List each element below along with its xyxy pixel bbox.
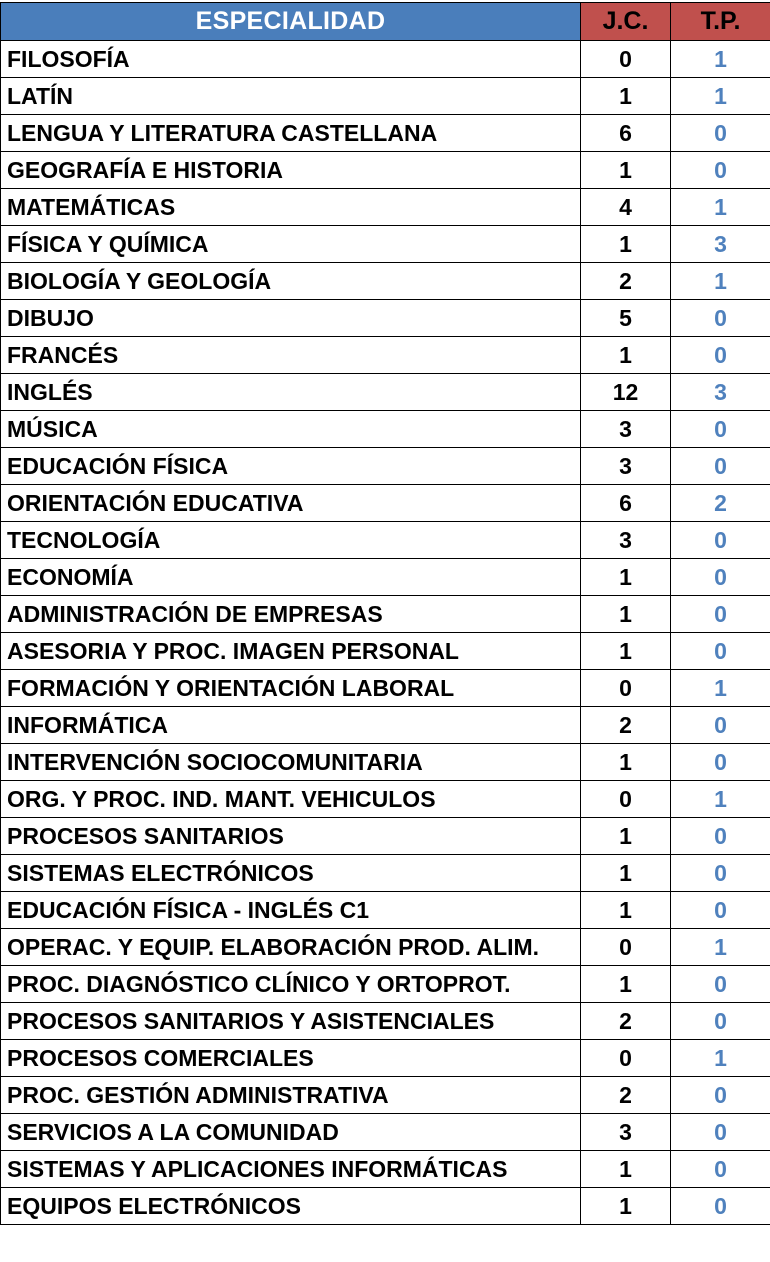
- jc-cell[interactable]: 2: [581, 1077, 671, 1114]
- especialidad-cell[interactable]: FILOSOFÍA: [1, 41, 581, 78]
- jc-cell[interactable]: 1: [581, 559, 671, 596]
- tp-cell[interactable]: 1: [671, 929, 770, 966]
- especialidad-cell[interactable]: PROCESOS SANITARIOS: [1, 818, 581, 855]
- tp-cell[interactable]: 0: [671, 559, 770, 596]
- especialidad-cell[interactable]: TECNOLOGÍA: [1, 522, 581, 559]
- tp-cell[interactable]: 0: [671, 1114, 770, 1151]
- tp-cell[interactable]: 1: [671, 189, 770, 226]
- table-row: [1, 670, 770, 707]
- especialidad-cell[interactable]: ECONOMÍA: [1, 559, 581, 596]
- table-row: [1, 41, 770, 78]
- jc-cell[interactable]: 3: [581, 522, 671, 559]
- table-row: [1, 78, 770, 115]
- jc-cell[interactable]: 3: [581, 1114, 671, 1151]
- tp-cell[interactable]: 1: [671, 263, 770, 300]
- jc-cell[interactable]: 0: [581, 929, 671, 966]
- jc-cell[interactable]: 6: [581, 115, 671, 152]
- especialidad-cell[interactable]: LATÍN: [1, 78, 581, 115]
- tp-cell[interactable]: 0: [671, 1188, 770, 1225]
- table-row: [1, 522, 770, 559]
- tp-cell[interactable]: 0: [671, 337, 770, 374]
- especialidad-cell[interactable]: OPERAC. Y EQUIP. ELABORACIÓN PROD. ALIM.: [1, 929, 581, 966]
- tp-cell[interactable]: 3: [671, 226, 770, 263]
- tp-cell[interactable]: 1: [671, 78, 770, 115]
- jc-cell[interactable]: 0: [581, 41, 671, 78]
- table-row: [1, 300, 770, 337]
- tp-cell[interactable]: 0: [671, 115, 770, 152]
- jc-cell[interactable]: 0: [581, 781, 671, 818]
- jc-cell[interactable]: 2: [581, 1003, 671, 1040]
- table-row: [1, 818, 770, 855]
- jc-cell[interactable]: 3: [581, 411, 671, 448]
- tp-cell[interactable]: 0: [671, 1151, 770, 1188]
- table-row: [1, 189, 770, 226]
- jc-cell[interactable]: 2: [581, 707, 671, 744]
- jc-cell[interactable]: 1: [581, 78, 671, 115]
- especialidad-cell[interactable]: ASESORIA Y PROC. IMAGEN PERSONAL: [1, 633, 581, 670]
- especialidad-cell[interactable]: BIOLOGÍA Y GEOLOGÍA: [1, 263, 581, 300]
- tp-cell[interactable]: 0: [671, 1003, 770, 1040]
- table-row: [1, 1003, 770, 1040]
- especialidad-cell[interactable]: INFORMÁTICA: [1, 707, 581, 744]
- especialidad-cell[interactable]: GEOGRAFÍA E HISTORIA: [1, 152, 581, 189]
- tp-cell[interactable]: 0: [671, 855, 770, 892]
- especialidad-cell[interactable]: EDUCACIÓN FÍSICA: [1, 448, 581, 485]
- especialidad-cell[interactable]: FÍSICA Y QUÍMICA: [1, 226, 581, 263]
- especialidad-cell[interactable]: SISTEMAS Y APLICACIONES INFORMÁTICAS: [1, 1151, 581, 1188]
- especialidad-cell[interactable]: ORIENTACIÓN EDUCATIVA: [1, 485, 581, 522]
- jc-cell[interactable]: 1: [581, 337, 671, 374]
- especialidad-cell[interactable]: SERVICIOS A LA COMUNIDAD: [1, 1114, 581, 1151]
- tp-cell[interactable]: 0: [671, 818, 770, 855]
- tp-cell[interactable]: 3: [671, 374, 770, 411]
- header-especialidad[interactable]: ESPECIALIDAD: [1, 3, 581, 41]
- table-row: [1, 263, 770, 300]
- especialidad-cell[interactable]: MATEMÁTICAS: [1, 189, 581, 226]
- jc-cell[interactable]: 1: [581, 152, 671, 189]
- table-row: [1, 707, 770, 744]
- table-row: [1, 411, 770, 448]
- jc-cell[interactable]: 4: [581, 189, 671, 226]
- table-row: [1, 115, 770, 152]
- especialidad-cell[interactable]: INTERVENCIÓN SOCIOCOMUNITARIA: [1, 744, 581, 781]
- table-row: [1, 781, 770, 818]
- table-row: [1, 1077, 770, 1114]
- header-jc[interactable]: J.C.: [581, 3, 671, 41]
- jc-cell[interactable]: 1: [581, 855, 671, 892]
- table-row: [1, 892, 770, 929]
- tp-cell[interactable]: 0: [671, 522, 770, 559]
- especialidad-cell[interactable]: PROCESOS COMERCIALES: [1, 1040, 581, 1077]
- table-row: [1, 596, 770, 633]
- table-row: [1, 152, 770, 189]
- table-row: [1, 448, 770, 485]
- jc-cell[interactable]: 0: [581, 670, 671, 707]
- table-row: [1, 855, 770, 892]
- jc-cell[interactable]: 1: [581, 966, 671, 1003]
- jc-cell[interactable]: 5: [581, 300, 671, 337]
- tp-cell[interactable]: 0: [671, 596, 770, 633]
- especialidad-cell[interactable]: PROCESOS SANITARIOS Y ASISTENCIALES: [1, 1003, 581, 1040]
- tp-cell[interactable]: 0: [671, 707, 770, 744]
- table-row: [1, 226, 770, 263]
- jc-cell[interactable]: 3: [581, 448, 671, 485]
- especialidad-cell[interactable]: SISTEMAS ELECTRÓNICOS: [1, 855, 581, 892]
- especialidad-table: [0, 2, 770, 1225]
- tp-cell[interactable]: 0: [671, 1077, 770, 1114]
- table-row: [1, 1188, 770, 1225]
- tp-cell[interactable]: 0: [671, 411, 770, 448]
- jc-cell[interactable]: 1: [581, 1188, 671, 1225]
- header-row: [1, 3, 770, 41]
- table-row: [1, 1114, 770, 1151]
- table-row: [1, 559, 770, 596]
- especialidad-cell[interactable]: EDUCACIÓN FÍSICA - INGLÉS C1: [1, 892, 581, 929]
- table-row: [1, 966, 770, 1003]
- table-row: [1, 929, 770, 966]
- table-row: [1, 374, 770, 411]
- table-row: [1, 744, 770, 781]
- especialidad-cell[interactable]: DIBUJO: [1, 300, 581, 337]
- jc-cell[interactable]: 1: [581, 226, 671, 263]
- especialidad-cell[interactable]: FORMACIÓN Y ORIENTACIÓN LABORAL: [1, 670, 581, 707]
- tp-cell[interactable]: 1: [671, 41, 770, 78]
- especialidad-cell[interactable]: INGLÉS: [1, 374, 581, 411]
- table-row: [1, 1151, 770, 1188]
- table-row: [1, 1040, 770, 1077]
- table-row: [1, 485, 770, 522]
- especialidad-cell[interactable]: ORG. Y PROC. IND. MANT. VEHICULOS: [1, 781, 581, 818]
- jc-cell[interactable]: 1: [581, 596, 671, 633]
- especialidad-cell[interactable]: ADMINISTRACIÓN DE EMPRESAS: [1, 596, 581, 633]
- especialidad-cell[interactable]: EQUIPOS ELECTRÓNICOS: [1, 1188, 581, 1225]
- jc-cell[interactable]: 1: [581, 744, 671, 781]
- jc-cell[interactable]: 2: [581, 263, 671, 300]
- jc-cell[interactable]: 1: [581, 1151, 671, 1188]
- jc-cell[interactable]: 6: [581, 485, 671, 522]
- tp-cell[interactable]: 1: [671, 1040, 770, 1077]
- especialidad-cell[interactable]: MÚSICA: [1, 411, 581, 448]
- jc-cell[interactable]: 1: [581, 892, 671, 929]
- jc-cell[interactable]: 12: [581, 374, 671, 411]
- tp-cell[interactable]: 0: [671, 744, 770, 781]
- especialidad-cell[interactable]: FRANCÉS: [1, 337, 581, 374]
- especialidad-cell[interactable]: LENGUA Y LITERATURA CASTELLANA: [1, 115, 581, 152]
- tp-cell[interactable]: 0: [671, 300, 770, 337]
- tp-cell[interactable]: 0: [671, 892, 770, 929]
- jc-cell[interactable]: 1: [581, 818, 671, 855]
- tp-cell[interactable]: 0: [671, 448, 770, 485]
- tp-cell[interactable]: 0: [671, 633, 770, 670]
- tp-cell[interactable]: 2: [671, 485, 770, 522]
- especialidad-cell[interactable]: PROC. DIAGNÓSTICO CLÍNICO Y ORTOPROT.: [1, 966, 581, 1003]
- header-tp[interactable]: T.P.: [671, 3, 770, 41]
- table-body: [1, 41, 770, 1225]
- table-row: [1, 337, 770, 374]
- jc-cell[interactable]: 1: [581, 633, 671, 670]
- tp-cell[interactable]: 1: [671, 670, 770, 707]
- jc-cell[interactable]: 0: [581, 1040, 671, 1077]
- tp-cell[interactable]: 0: [671, 152, 770, 189]
- table-row: [1, 633, 770, 670]
- tp-cell[interactable]: 0: [671, 966, 770, 1003]
- especialidad-cell[interactable]: PROC. GESTIÓN ADMINISTRATIVA: [1, 1077, 581, 1114]
- tp-cell[interactable]: 1: [671, 781, 770, 818]
